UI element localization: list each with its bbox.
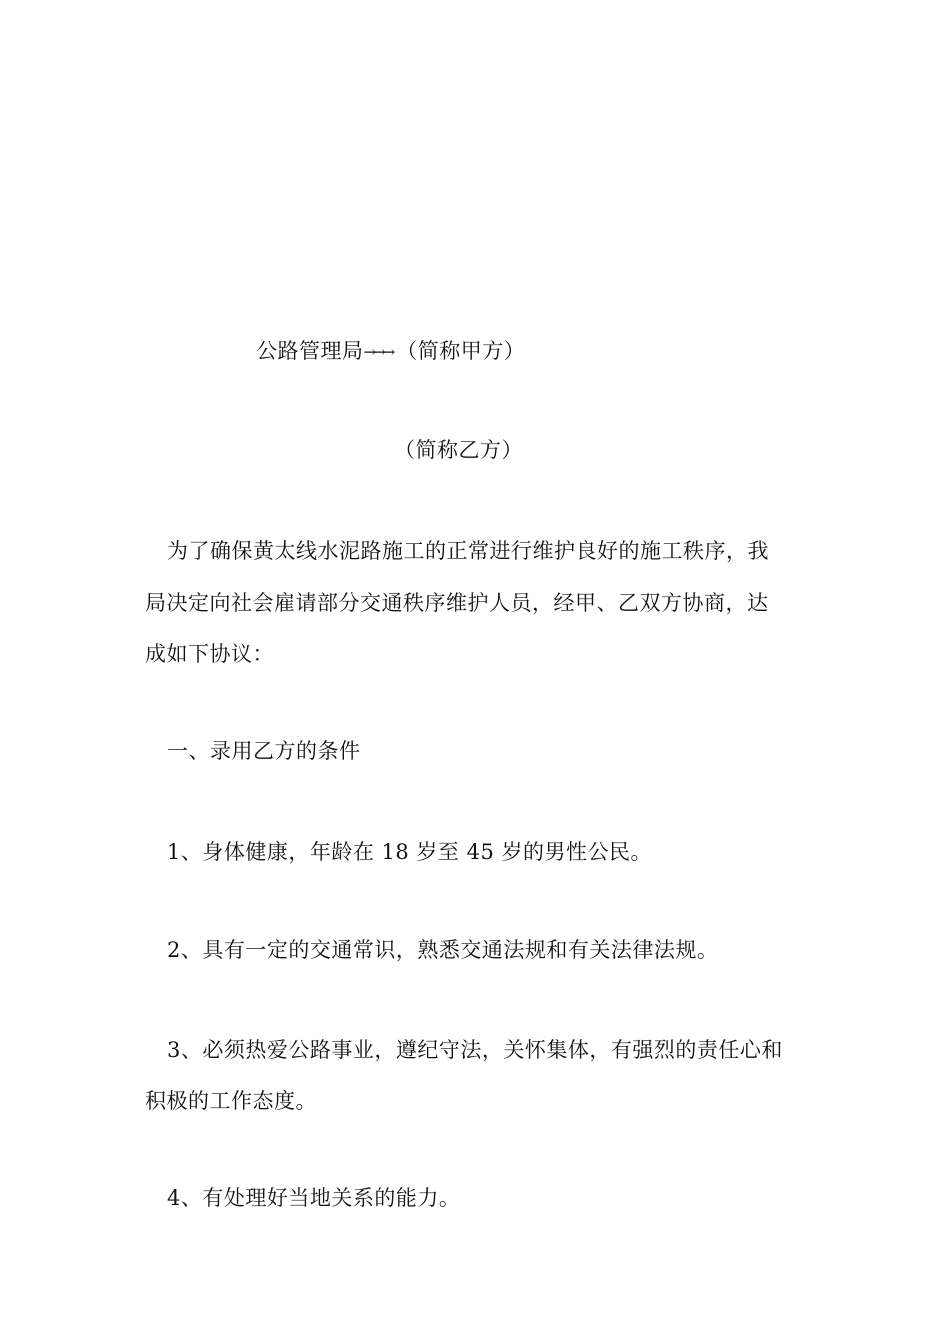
condition-item-2: 2、具有一定的交通常识，熟悉交通法规和有关法律法规。: [167, 938, 719, 962]
arrow-marks-icon: →→→: [363, 343, 393, 361]
condition-item-1: 1、身体健康，年龄在 18 岁至 45 岁的男性公民。: [167, 840, 653, 864]
party-a-line: [256, 337, 525, 366]
intro-line-2: 局决定向社会雇请部分交通秩序维护人员，经甲、乙双方协商，达: [145, 591, 769, 615]
intro-line-3: 成如下协议：: [145, 642, 274, 666]
section-1-heading: 一、录用乙方的条件: [167, 739, 361, 763]
condition-item-3-line-1: 3、必须热爱公路事业，遵纪守法，关怀集体，有强烈的责任心和: [167, 1038, 783, 1062]
party-a-suffix: （简称甲方）: [396, 339, 526, 363]
party-a-name: 公路管理局: [256, 339, 364, 363]
condition-item-4: 4、有处理好当地关系的能力。: [167, 1186, 461, 1210]
party-b-suffix: （简称乙方）: [394, 438, 523, 462]
intro-line-1: 为了确保黄太线水泥路施工的正常进行维护良好的施工秩序，我: [167, 539, 769, 563]
condition-item-3-line-2: 积极的工作态度。: [145, 1089, 317, 1113]
party-b-line: [394, 436, 523, 464]
